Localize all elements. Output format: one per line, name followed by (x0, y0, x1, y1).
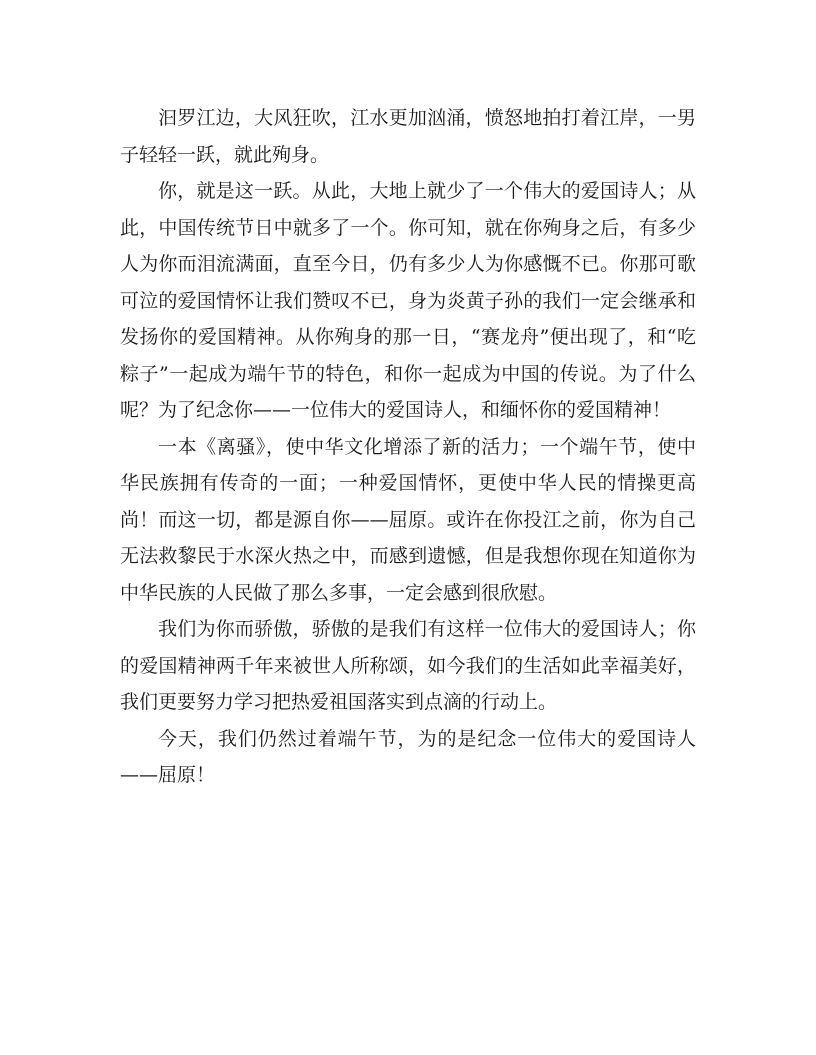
document-body (120, 100, 696, 794)
paragraph-2: 你，就是这一跃。从此，大地上就少了一个伟大的爱国诗人；从此，中国传统节日中就多了一个。你可知，就在你殉身之后，有多少人为你而泪流满面，直至今日，仍有多少人为你感慨不已。你那可歌可泣的爱国情怀让我们赞叹不已，身为炎黄子孙的我们一定会继承和发扬你的爱国精神。从你殉身的那一日，“赛龙舟”便出现了，和“吃粽子”一起成为端午节的特色，和你一起成为中国的传说。为了什么呢？为了纪念你——一位伟大的爱国诗人，和缅怀你的爱国精神！ (120, 180, 696, 421)
paragraph-1: 汩罗江边，大风狂吹，江水更加汹涌，愤怒地拍打着江岸，一男子轻轻一跃，就此殉身。 (120, 107, 696, 166)
paragraph-4: 我们为你而骄傲，骄傲的是我们有这样一位伟大的爱国诗人；你的爱国精神两千年来被世人所称颂，如今我们的生活如此幸福美好，我们更要努力学习把热爱祖国落实到点滴的行动上。 (120, 618, 696, 713)
paragraph-5: 今天，我们仍然过着端午节，为的是纪念一位伟大的爱国诗人——屈原！ (120, 727, 696, 786)
paragraph-3: 一本《离骚》，使中华文化增添了新的活力；一个端午节，使中华民族拥有传奇的一面；一种爱国情怀，更使中华人民的情操更高尚！而这一切，都是源自你——屈原。或许在你投江之前，你为自己无法救黎民于水深火热之中，而感到遗憾，但是我想你现在知道你为中华民族的人民做了那么多事，一定会感到很欣慰。 (120, 435, 696, 604)
